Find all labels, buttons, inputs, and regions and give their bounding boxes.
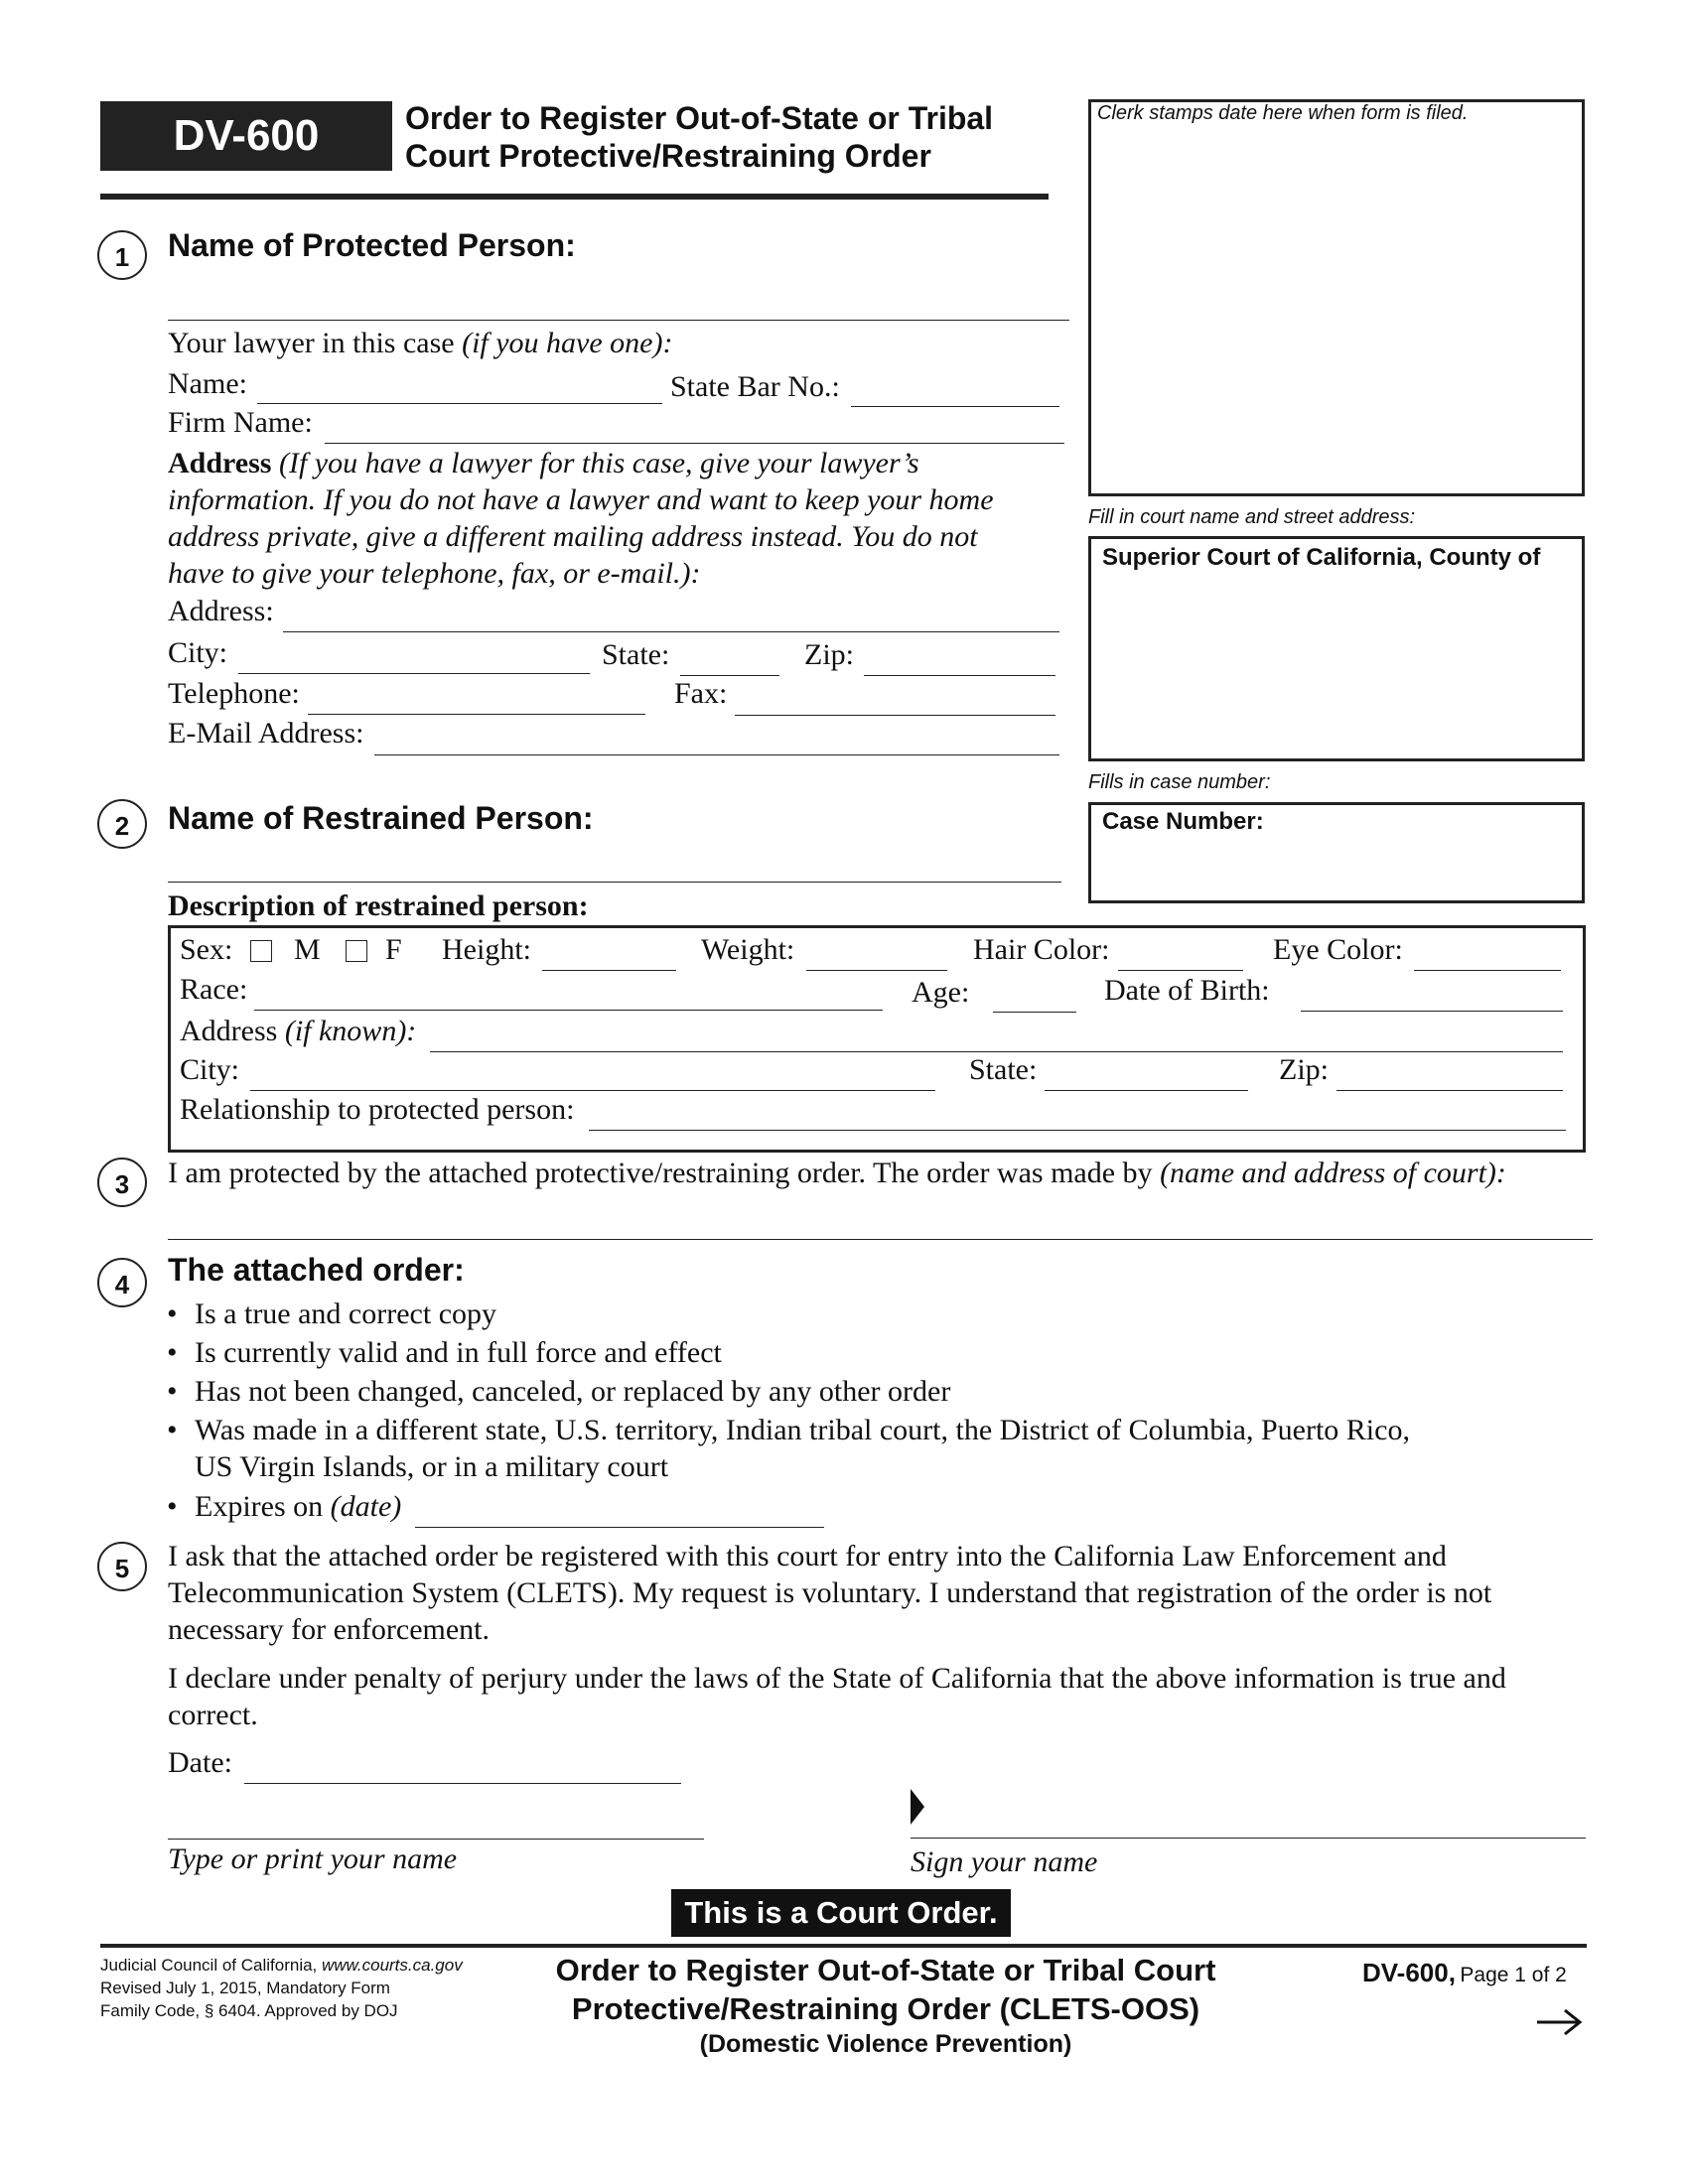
- address-note: Address (If you have a lawyer for this case, give your lawyer’s information. If you do not have a lawyer and want to keep your home address private, give a different mailing address instead. You do not have to give your telephone, fax, or e-mail.):: [168, 447, 994, 590]
- lawyer-name-label: Name:: [168, 367, 247, 400]
- firm-name-field[interactable]: [325, 443, 1064, 444]
- signature-field[interactable]: [911, 1838, 1586, 1839]
- order-bullet-4: Was made in a different state, U.S. territory, Indian tribal court, the District of Columbia, Puerto Rico,: [195, 1414, 1410, 1446]
- footer-rule: [100, 1944, 1587, 1948]
- email-field[interactable]: [374, 754, 1059, 755]
- court-name-box[interactable]: [1088, 536, 1585, 761]
- restrained-state-label: State:: [969, 1053, 1038, 1086]
- bullet-icon: •: [167, 1490, 178, 1523]
- order-bullet-2: Is currently valid and in full force and effect: [195, 1336, 722, 1369]
- address-label: Address:: [168, 595, 274, 627]
- sex-m-checkbox[interactable]: [250, 940, 272, 962]
- court-name-value: Superior Court of California, County of: [1102, 544, 1541, 571]
- height-label: Height:: [442, 933, 531, 966]
- eye-color-field[interactable]: [1414, 970, 1561, 971]
- height-field[interactable]: [542, 970, 676, 971]
- sex-f-checkbox[interactable]: [346, 940, 367, 962]
- footer-center: Order to Register Out-of-State or Tribal Court Protective/Restraining Order (CLETS-OOS) (Domestic Violence Prevention): [555, 1953, 1216, 2058]
- next-page-arrow-icon[interactable]: [1535, 2007, 1583, 2037]
- state-label: State:: [602, 638, 670, 671]
- city-label: City:: [168, 636, 228, 669]
- state-bar-field[interactable]: [851, 406, 1059, 407]
- restrained-city-field[interactable]: [250, 1090, 935, 1091]
- firm-name-label: Firm Name:: [168, 406, 313, 439]
- restrained-zip-field[interactable]: [1336, 1090, 1563, 1091]
- bullet-icon: •: [167, 1414, 178, 1446]
- telephone-label: Telephone:: [168, 677, 300, 710]
- dob-field[interactable]: [1301, 1011, 1563, 1012]
- restrained-zip-label: Zip:: [1279, 1053, 1329, 1086]
- sign-name-label: Sign your name: [911, 1845, 1098, 1878]
- order-bullet-1: Is a true and correct copy: [195, 1297, 497, 1330]
- section-1-number: 1: [97, 230, 147, 280]
- lawyer-name-field[interactable]: [257, 403, 662, 404]
- relationship-label: Relationship to protected person:: [180, 1093, 575, 1126]
- signature-arrow-icon: [911, 1789, 924, 1825]
- bullet-icon: •: [167, 1297, 178, 1330]
- section-2-number: 2: [97, 799, 147, 849]
- expires-label: Expires on (date): [195, 1490, 402, 1523]
- date-field[interactable]: [244, 1783, 681, 1784]
- relationship-field[interactable]: [589, 1130, 1566, 1131]
- section-3-text: I am protected by the attached protective/restraining order. The order was made by (name and address of court):: [168, 1157, 1506, 1189]
- section-2-heading: Name of Restrained Person:: [168, 800, 594, 836]
- header-rule: [100, 194, 1049, 200]
- race-field[interactable]: [254, 1010, 883, 1011]
- lawyer-label: Your lawyer in this case (if you have one):: [168, 327, 673, 359]
- restrained-address-label: Address (if known):: [180, 1015, 417, 1047]
- form-id: DV-600: [173, 111, 320, 160]
- courts-link[interactable]: www.courts.ca.gov: [322, 1956, 463, 1975]
- form-id-badge: [100, 101, 392, 171]
- section-4-number: 4: [97, 1258, 147, 1307]
- section-3-number: 3: [97, 1158, 147, 1207]
- weight-label: Weight:: [701, 933, 795, 966]
- telephone-field[interactable]: [308, 714, 645, 715]
- bullet-icon: •: [167, 1375, 178, 1408]
- sex-f-label: F: [385, 933, 402, 966]
- expires-date-field[interactable]: [415, 1527, 824, 1528]
- form-title-line1: Order to Register Out-of-State or Tribal: [405, 100, 994, 136]
- restrained-person-name-field[interactable]: [168, 882, 1061, 883]
- zip-field[interactable]: [864, 675, 1055, 676]
- sex-label: Sex:: [180, 933, 233, 966]
- race-label: Race:: [180, 973, 248, 1006]
- sex-m-label: M: [294, 933, 321, 966]
- age-label: Age:: [912, 976, 970, 1009]
- hair-color-label: Hair Color:: [973, 933, 1110, 966]
- print-name-label: Type or print your name: [168, 1843, 458, 1875]
- city-field[interactable]: [238, 673, 590, 674]
- footer-left: Judicial Council of California, www.courts.ca.gov Revised July 1, 2015, Mandatory Form Family Code, § 6404. Approved by DOJ: [100, 1956, 463, 2020]
- fax-label: Fax:: [674, 677, 728, 710]
- form-title: [405, 99, 993, 175]
- protected-person-name-field[interactable]: [168, 320, 1069, 321]
- order-bullet-4-line2: US Virgin Islands, or in a military court: [195, 1450, 669, 1483]
- page-indicator: Page 1 of 2: [1460, 1964, 1567, 1986]
- date-label: Date:: [168, 1746, 232, 1779]
- restrained-city-label: City:: [180, 1053, 240, 1086]
- section-5-text: I ask that the attached order be registered with this court for entry into the California Law Enforcement and Telecommunication System (CLETS). My request is voluntary. I understand that registration of the order is not necessary for enforcement.: [168, 1540, 1492, 1646]
- footer-form-id: DV-600,: [1362, 1958, 1456, 1987]
- order-bullet-3: Has not been changed, canceled, or replaced by any other order: [195, 1375, 951, 1408]
- print-name-field[interactable]: [168, 1839, 704, 1840]
- footer-page: [1362, 1958, 1567, 1988]
- section-1-heading: Name of Protected Person:: [168, 227, 576, 263]
- email-label: E-Mail Address:: [168, 717, 364, 750]
- weight-field[interactable]: [806, 970, 947, 971]
- age-field[interactable]: [993, 1012, 1076, 1013]
- address-field[interactable]: [283, 631, 1059, 632]
- bullet-icon: •: [167, 1336, 178, 1369]
- form-title-line2: Court Protective/Restraining Order: [405, 138, 931, 174]
- issuing-court-field[interactable]: [168, 1239, 1593, 1240]
- restrained-state-field[interactable]: [1045, 1090, 1248, 1091]
- clerk-stamp-label: Clerk stamps date here when form is filed.: [1097, 102, 1469, 124]
- section-4-heading: The attached order:: [168, 1252, 465, 1288]
- description-label: Description of restrained person:: [168, 889, 589, 922]
- case-number-box[interactable]: [1088, 802, 1585, 903]
- court-name-label: Fill in court name and street address:: [1088, 506, 1416, 528]
- court-order-banner: This is a Court Order.: [671, 1889, 1011, 1937]
- case-number-field-label: Case Number:: [1102, 808, 1264, 835]
- declaration-text: I declare under penalty of perjury under the laws of the State of California that the above information is true and correct.: [168, 1662, 1506, 1731]
- state-bar-label: State Bar No.:: [670, 370, 840, 403]
- fax-field[interactable]: [735, 715, 1055, 716]
- zip-label: Zip:: [804, 638, 854, 671]
- dob-label: Date of Birth:: [1104, 974, 1270, 1007]
- hair-color-field[interactable]: [1118, 970, 1243, 971]
- section-5-number: 5: [97, 1542, 147, 1591]
- case-number-label: Fills in case number:: [1088, 771, 1271, 793]
- clerk-stamp-box[interactable]: [1088, 99, 1585, 496]
- eye-color-label: Eye Color:: [1273, 933, 1403, 966]
